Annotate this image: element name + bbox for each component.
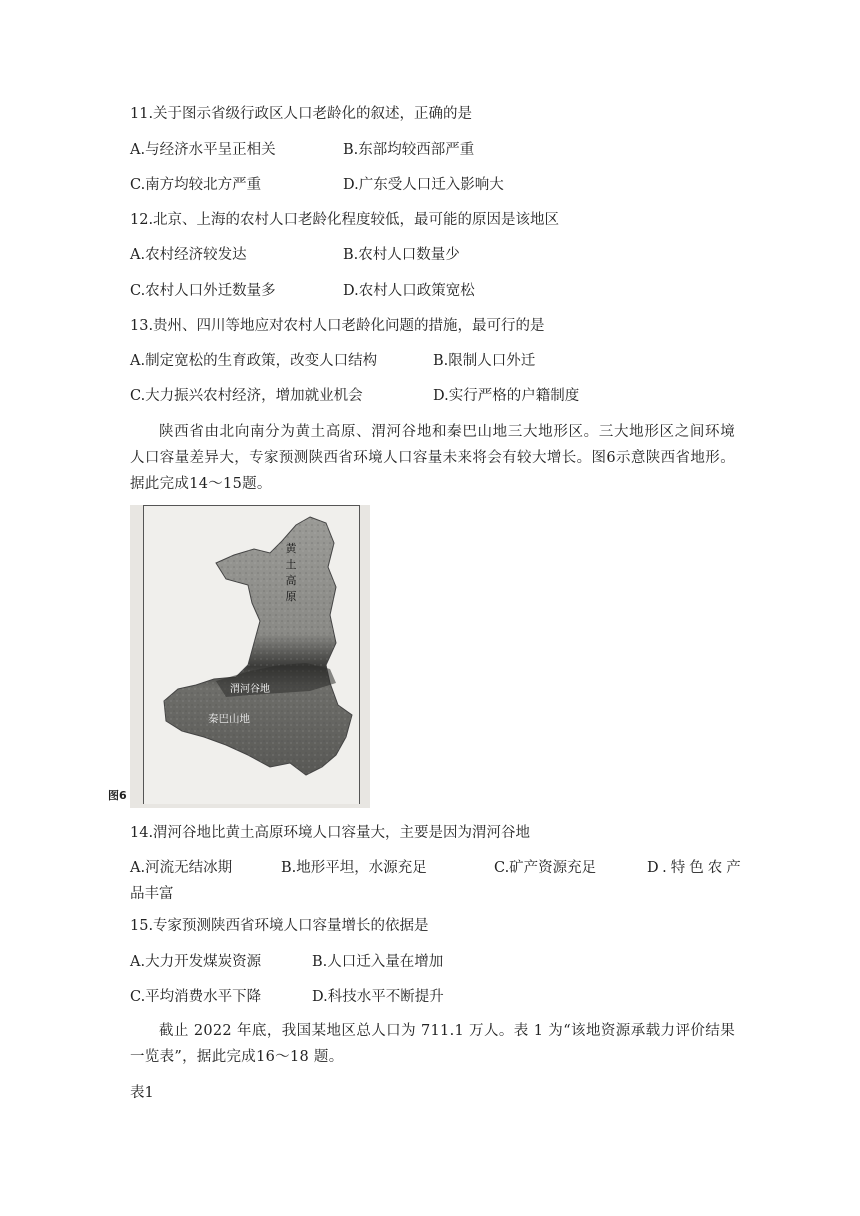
label-weihe-valley: 渭河谷地 (230, 684, 270, 695)
q12-option-b: B.农村人口数量少 (343, 247, 460, 263)
q14-option-c: C.矿产资源充足 (494, 860, 597, 876)
q14-option-b: B.地形平坦，水源充足 (281, 860, 427, 876)
q12-option-c: C.农村人口外迁数量多 (130, 283, 276, 299)
q12-option-d: D.农村人口政策宽松 (343, 283, 475, 299)
q13-option-a: A.制定宽松的生育政策，改变人口结构 (130, 353, 378, 369)
q15-option-c: C.平均消费水平下降 (130, 989, 262, 1005)
q13-stem: 13.贵州、四川等地应对农村人口老龄化问题的措施，最可行的是 (130, 318, 545, 334)
q12-stem: 12.北京、上海的农村人口老龄化程度较低，最可能的原因是该地区 (130, 212, 560, 228)
figure-caption: 图6 (108, 789, 127, 802)
q14-stem: 14.渭河谷地比黄土高原环境人口容量大，主要是因为渭河谷地 (130, 825, 531, 841)
q12-option-a: A.农村经济较发达 (130, 247, 247, 263)
q14-option-a: A.河流无结冰期 (130, 860, 233, 876)
label-loess-plateau: 黄土高原 (285, 542, 297, 603)
passage-shaanxi: 陕西省由北向南分为黄土高原、渭河谷地和秦巴山地三大地形区。三大地形区之间环境人口容量差异大，专家预测陕西省环境人口容量未来将会有较大增长。图6示意陕西省地形。据此完成14～15题。 (130, 424, 735, 492)
q13-option-d: D.实行严格的户籍制度 (433, 388, 580, 404)
label-qinba-mountains: 秦巴山地 (208, 713, 250, 725)
passage-resource-capacity: 截止 2022 年底，我国某地区总人口为 711.1 万人。表 1 为“该地资源承载力评价结果一览表”，据此完成16～18 题。 (130, 1023, 735, 1065)
q13-option-c: C.大力振兴农村经济，增加就业机会 (130, 388, 363, 404)
figure-shaanxi-map (130, 505, 370, 808)
q15-option-b: B.人口迁入量在增加 (312, 954, 444, 970)
q11-option-a: A.与经济水平呈正相关 (130, 142, 276, 158)
q11-option-d: D.广东受人口迁入影响大 (343, 177, 504, 193)
q14-option-d: D.特色农产 (647, 860, 745, 876)
q11-option-c: C.南方均较北方严重 (130, 177, 262, 193)
shaanxi-terrain-map (130, 505, 370, 808)
q15-stem: 15.专家预测陕西省环境人口容量增长的依据是 (130, 918, 429, 934)
q11-option-b: B.东部均较西部严重 (343, 142, 475, 158)
q11-stem: 11.关于图示省级行政区人口老龄化的叙述，正确的是 (130, 106, 473, 122)
q14-option-d-continued: 品丰富 (130, 886, 174, 902)
q15-option-d: D.科技水平不断提升 (312, 989, 444, 1005)
q15-option-a: A.大力开发煤炭资源 (130, 954, 262, 970)
q13-option-b: B.限制人口外迁 (433, 353, 536, 369)
table-1-label: 表1 (130, 1085, 154, 1101)
